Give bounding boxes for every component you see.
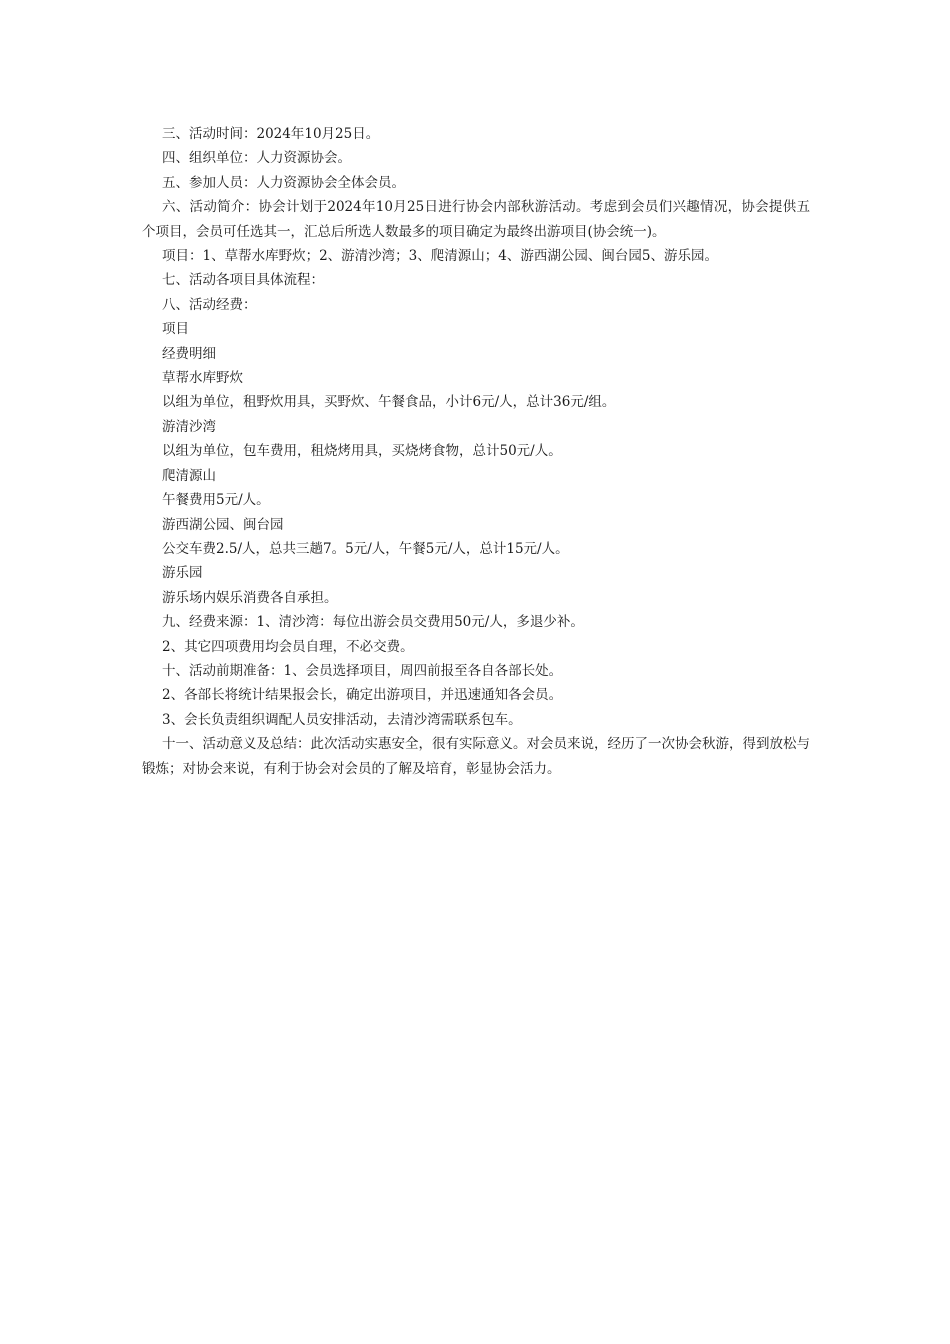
paragraph-funding-source: 九、经费来源：1、清沙湾：每位出游会员交费用50元/人，多退少补。 — [162, 614, 584, 631]
paragraph-organizer: 四、组织单位：人力资源协会。 — [162, 150, 351, 167]
budget-column-detail: 经费明细 — [162, 345, 216, 362]
paragraph-project-list: 项目：1、草帮水库野炊；2、游清沙湾；3、爬清源山；4、游西湖公园、闽台园5、游乐园。 — [162, 248, 718, 265]
budget-item-mountain: 爬清源山 — [162, 467, 216, 484]
paragraph-activity-intro: 六、活动简介：协会计划于2024年10月25日进行协会内部秋游活动。考虑到会员们兴趣情况，协会提供五个项目，会员可任选其一，汇总后所选人数最多的项目确定为最终出游项目(协会统一)。 — [142, 199, 810, 240]
budget-item-park: 游西湖公园、闽台园 — [162, 516, 284, 533]
paragraph-preparation-3: 3、会长负责组织调配人员安排活动，去清沙湾需联系包车。 — [162, 711, 522, 728]
paragraph-funding-other: 2、其它四项费用均会员自理，不必交费。 — [162, 638, 414, 655]
budget-column-project: 项目 — [162, 321, 189, 338]
budget-detail-bay: 以组为单位，包车费用，租烧烤用具，买烧烤食物，总计50元/人。 — [162, 443, 562, 460]
budget-detail-park: 公交车费2.5/人，总共三趟7。5元/人，午餐5元/人，总计15元/人。 — [162, 540, 569, 557]
paragraph-summary: 十一、活动意义及总结：此次活动实惠安全，很有实际意义。对会员来说，经历了一次协会秋游，得到放松与锻炼；对协会来说，有利于协会对会员的了解及培育，彰显协会活力。 — [142, 736, 810, 777]
budget-item-picnic: 草帮水库野炊 — [162, 370, 243, 387]
budget-detail-amusement: 游乐场内娱乐消费各自承担。 — [162, 589, 338, 606]
document-body — [142, 122, 810, 781]
paragraph-preparation: 十、活动前期准备：1、会员选择项目，周四前报至各自各部长处。 — [162, 662, 563, 679]
budget-detail-mountain: 午餐费用5元/人。 — [162, 492, 270, 509]
budget-item-amusement: 游乐园 — [162, 565, 203, 582]
paragraph-participants: 五、参加人员：人力资源协会全体会员。 — [162, 174, 405, 191]
budget-item-bay: 游清沙湾 — [162, 418, 216, 435]
paragraph-budget-heading: 八、活动经费： — [162, 296, 257, 313]
paragraph-process-heading: 七、活动各项目具体流程： — [162, 272, 324, 289]
paragraph-preparation-2: 2、各部长将统计结果报会长，确定出游项目，并迅速通知各会员。 — [162, 687, 563, 704]
paragraph-activity-time: 三、活动时间：2024年10月25日。 — [162, 126, 380, 142]
budget-detail-picnic: 以组为单位，租野炊用具，买野炊、午餐食品，小计6元/人，总计36元/组。 — [162, 394, 616, 411]
